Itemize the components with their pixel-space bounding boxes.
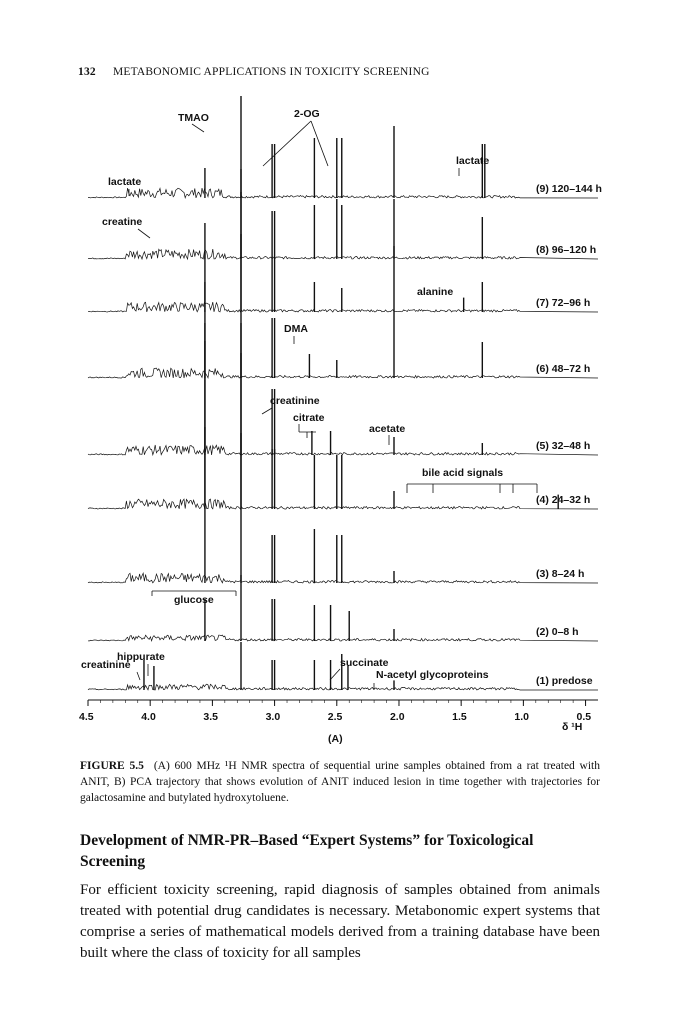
annotation-label: N-acetyl glycoproteins <box>376 669 489 681</box>
figure-caption <box>80 758 600 806</box>
figure-label: FIGURE 5.5 <box>80 760 144 772</box>
annotation-leader <box>192 124 204 132</box>
spectrum-trace <box>88 249 598 259</box>
x-tick-label: 4.0 <box>141 711 156 723</box>
spectrum-trace <box>88 188 598 198</box>
spectrum-trace <box>88 302 598 312</box>
annotation-label: creatinine <box>270 395 320 407</box>
x-tick-label: 2.5 <box>327 711 343 723</box>
annotation-label: hippurate <box>117 651 165 663</box>
annotation-label: succinate <box>340 657 389 669</box>
spectrum-time-label: (5) 32–48 h <box>536 440 591 452</box>
annotation-label: bile acid signals <box>422 467 504 479</box>
spectrum-trace <box>88 368 598 378</box>
annotation-leader <box>263 121 311 166</box>
annotation-label: alanine <box>417 286 454 298</box>
x-tick-label: 3.0 <box>265 711 281 723</box>
annotation-label: citrate <box>293 412 325 424</box>
page-number: 132 <box>78 66 96 78</box>
running-title: METABONOMIC APPLICATIONS IN TOXICITY SCREENING <box>112 66 430 78</box>
annotation-label: TMAO <box>178 112 209 124</box>
spectrum-trace <box>88 499 598 509</box>
x-tick-label: 3.5 <box>203 711 218 723</box>
body-paragraph: For efficient toxicity screening, rapid diagnosis of samples obtained from animals treated with potential drug candidates is necessary. Metabonomic expert systems that comprise a series of mathematical models derived from a training database have been built where the class of toxicity for all samples <box>80 882 600 961</box>
spectrum-time-label: (1) predose <box>536 675 593 687</box>
spectrum-time-label: (6) 48–72 h <box>536 363 591 375</box>
annotation-leader <box>138 229 150 238</box>
x-tick-label: 1.5 <box>452 711 467 723</box>
annotation-leader <box>330 669 340 680</box>
panel-label: (A) <box>328 733 343 745</box>
spectra-group <box>88 96 598 690</box>
spectrum-time-label: (4) 24–32 h <box>536 494 591 506</box>
spectrum-time-label: (3) 8–24 h <box>536 568 585 580</box>
annotation-label: 2-OG <box>294 108 320 120</box>
annotation-label: creatine <box>102 216 143 228</box>
x-tick-label: 0.5 <box>576 711 592 723</box>
spectrum-time-label: (2) 0–8 h <box>536 626 579 638</box>
x-axis-ticks <box>79 700 591 723</box>
spectrum-time-label: (9) 120–144 h <box>536 183 602 195</box>
spectrum-trace <box>88 573 598 583</box>
annotation-label: acetate <box>369 423 406 435</box>
annotation-leader <box>137 672 140 680</box>
peak-annotations <box>81 108 537 690</box>
spectrum-time-label: (8) 96–120 h <box>536 244 597 256</box>
annotation-leader <box>262 408 272 414</box>
axis-label: δ ¹H <box>562 721 583 733</box>
spectrum-trace <box>88 635 598 641</box>
spectrum-time-label: (7) 72–96 h <box>536 297 591 309</box>
section-heading: Development of NMR-PR–Based “Expert Systems” for Toxicological Screening <box>80 832 534 870</box>
annotation-label: lactate <box>108 176 142 188</box>
x-tick-label: 2.0 <box>389 711 405 723</box>
x-tick-label: 4.5 <box>79 711 94 723</box>
annotation-label: DMA <box>284 323 308 335</box>
annotation-label: glucose <box>174 594 214 606</box>
annotation-leader <box>311 121 328 166</box>
annotation-label: creatinine <box>81 659 131 671</box>
spectrum-trace <box>88 684 598 690</box>
annotation-label: lactate <box>456 155 490 167</box>
figure-caption-text: (A) 600 MHz ¹H NMR spectra of sequential urine samples obtained from a rat treated with ANIT, B) PCA trajectory that shows evolution of ANIT induced lesion in time together with trajectories for galactosamine and butylated hydroxytoluene. <box>80 760 600 804</box>
x-tick-label: 1.0 <box>514 711 529 723</box>
spectrum-trace <box>88 445 598 455</box>
